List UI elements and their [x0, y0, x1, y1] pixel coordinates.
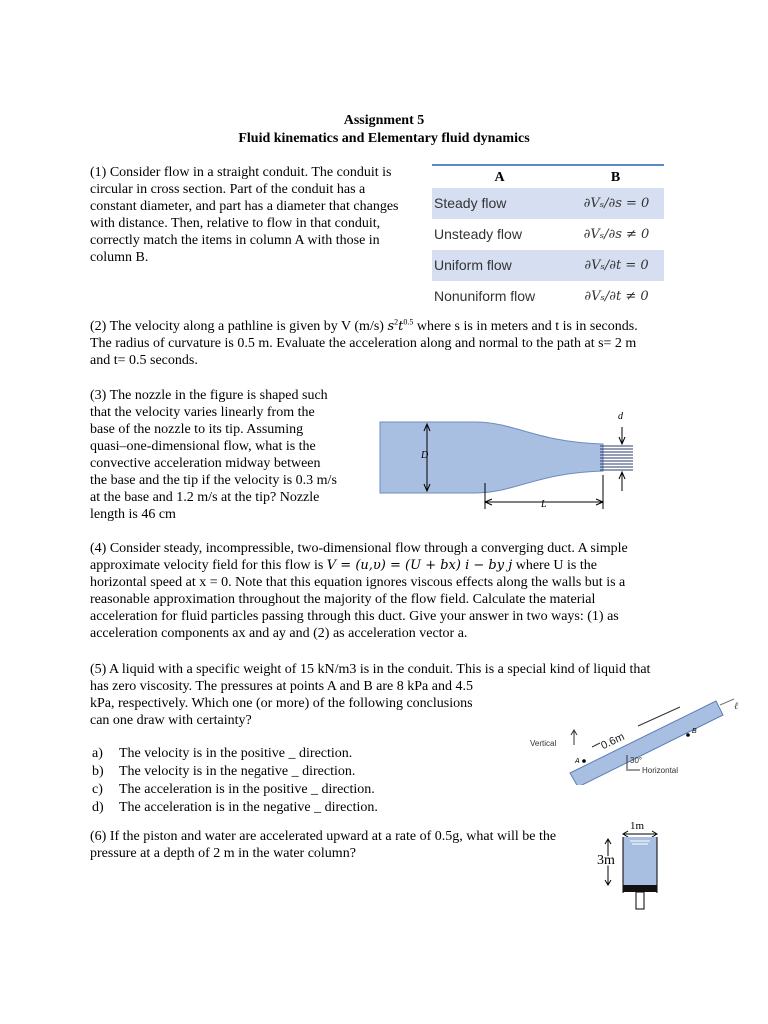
q3-line: base of the nozzle to its tip. Assuming: [90, 422, 304, 437]
q5-line: can one draw with certainty?: [90, 713, 252, 728]
point-b-marker: [686, 733, 690, 737]
nozzle-figure: [375, 405, 645, 515]
q1-line: with distance. Then, relative to flow in that conduit,: [90, 216, 381, 231]
label-point-b: B: [692, 728, 697, 735]
q4-line: [90, 557, 690, 574]
question-1-text: [90, 164, 420, 266]
q5-line: (5) A liquid with a specific weight of 15 kN/m3 is in the conduit. This is a special kind of liquid that: [90, 662, 651, 677]
q4-line: acceleration for fluid particles passing through this duct. Give your answer in two ways: (1) as: [90, 609, 619, 624]
q4-text: approximate velocity field for this flow is: [90, 558, 327, 573]
label-width: 1m: [630, 820, 645, 832]
option-label: a): [92, 746, 103, 761]
list-item: [92, 763, 412, 781]
question-5-options: [92, 745, 412, 817]
q1-line: (1) Consider flow in a straight conduit. The conduit is: [90, 165, 392, 180]
q5-line: kPa, respectively. Which one (or more) of the following conclusions: [90, 696, 473, 711]
column-b-cell: ∂Vₛ/∂s ≠ 0: [583, 227, 650, 242]
q5-line: has zero viscosity. The pressures at points A and B are 8 kPa and 4.5: [90, 679, 473, 694]
q4-line: acceleration components ax and ay and (2) as acceleration vector a.: [90, 626, 468, 641]
q2-text: where s is in meters and t is in seconds.: [413, 319, 638, 334]
matching-table: [432, 164, 664, 312]
nozzle-body: [380, 422, 603, 493]
label-angle: 30°: [630, 756, 643, 765]
q1-line: correctly match the items in column A with those in: [90, 233, 380, 248]
table-row: [432, 219, 664, 250]
column-a-cell: Nonuniform flow: [434, 288, 536, 304]
option-text: The acceleration is in the positive _ direction.: [119, 782, 375, 797]
q3-line: (3) The nozzle in the figure is shaped such: [90, 388, 328, 403]
q2-line: and t= 0.5 seconds.: [90, 353, 198, 368]
q2-var-t: t: [398, 319, 404, 334]
question-4-text: [90, 540, 690, 642]
q4-text: where U is the: [512, 558, 597, 573]
q2-exp-s: 2: [394, 317, 399, 327]
option-label: d): [92, 800, 104, 815]
flow-axis-line: [720, 699, 734, 705]
column-b-header: B: [610, 169, 621, 185]
q6-line: pressure at a depth of 2 m in the water column?: [90, 846, 356, 861]
q3-line: at the base and 1.2 m/s at the tip? Nozzle: [90, 490, 320, 505]
q3-line: length is 46 cm: [90, 507, 176, 522]
piston-figure: [592, 815, 672, 915]
option-label: c): [92, 782, 103, 797]
piston-rod: [636, 892, 644, 909]
q4-line: (4) Consider steady, incompressible, two-dimensional flow through a converging duct. A simple: [90, 541, 628, 556]
q3-line: the base and the tip if the velocity is 0.3 m/s: [90, 473, 337, 488]
option-text: The velocity is in the negative _ direction.: [119, 764, 356, 779]
q3-line: convective acceleration midway between: [90, 456, 321, 471]
column-a-cell: Uniform flow: [432, 250, 567, 281]
label-axis: ℓ: [734, 701, 739, 712]
label-horizontal: Horizontal: [642, 766, 679, 775]
q2-text: (2) The velocity along a pathline is given by V (m/s): [90, 319, 388, 334]
q3-line: quasi–one-dimensional flow, what is the: [90, 439, 316, 454]
list-item: [92, 799, 412, 817]
q2-exp-t: 0.5: [403, 317, 414, 327]
label-vertical: Vertical: [530, 739, 557, 748]
table-row: [432, 250, 664, 281]
label-d: d: [618, 411, 623, 422]
question-2-text: [90, 318, 690, 369]
label-L: L: [541, 499, 547, 510]
q2-var-s: s: [387, 319, 395, 334]
velocity-field-equation: V = (u,υ) = (U + bx) i − by j: [326, 558, 513, 573]
option-text: The velocity is in the positive _ direction.: [119, 746, 353, 761]
question-3-text: [90, 387, 365, 523]
table-row: [432, 188, 664, 219]
assignment-subtitle: Fluid kinematics and Elementary fluid dynamics: [238, 131, 530, 146]
label-point-a: A: [575, 758, 580, 765]
column-a-cell: Unsteady flow: [434, 226, 522, 242]
assignment-title: Assignment 5: [343, 113, 425, 128]
option-text: The acceleration is in the negative _ direction.: [119, 800, 378, 815]
inclined-conduit-figure: [520, 695, 745, 785]
list-item: [92, 745, 412, 763]
label-D: D: [421, 450, 429, 461]
column-a-header: A: [494, 169, 505, 185]
q2-line: The radius of curvature is 0.5 m. Evaluate the acceleration along and normal to the path at s= 2 m: [90, 336, 637, 351]
table-row: [432, 281, 664, 312]
question-6-text: [90, 828, 590, 862]
q3-line: that the velocity varies linearly from the: [90, 405, 315, 420]
piston: [623, 885, 657, 892]
list-item: [92, 781, 412, 799]
label-height: 3m: [597, 853, 615, 868]
q1-line: column B.: [90, 250, 149, 265]
q4-line: reasonable approximation throughout the majority of the flow field. Calculate the material: [90, 592, 596, 607]
q6-line: (6) If the piston and water are accelerated upward at a rate of 0.5g, what will be the: [90, 829, 557, 844]
label-length: 0.6m: [599, 730, 627, 753]
column-b-cell: ∂Vₛ/∂t = 0: [567, 250, 664, 281]
q2-line: [90, 318, 690, 335]
q1-line: circular in cross section. Part of the conduit has a: [90, 182, 366, 197]
option-label: b): [92, 764, 104, 779]
point-a-marker: [582, 759, 586, 763]
column-b-cell: ∂Vₛ/∂t ≠ 0: [584, 289, 649, 304]
q1-line: constant diameter, and part has a diameter that changes: [90, 199, 399, 214]
column-b-cell: ∂Vₛ/∂s = 0: [567, 188, 664, 219]
nozzle-tip-lines: [600, 446, 633, 470]
column-a-cell: Steady flow: [432, 188, 567, 219]
q4-line: horizontal speed at x = 0. Note that this equation ignores viscous effects along the walls but is a: [90, 575, 626, 590]
